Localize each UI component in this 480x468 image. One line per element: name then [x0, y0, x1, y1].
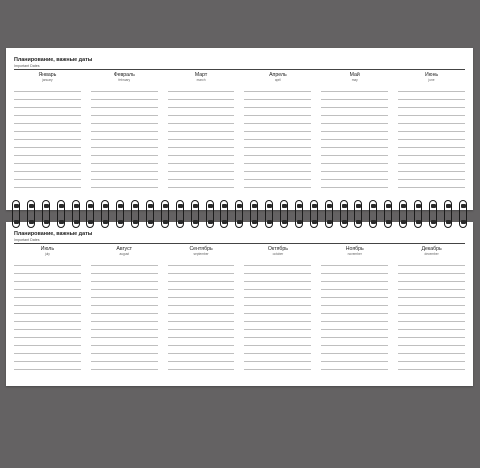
spiral-ring: [250, 198, 259, 230]
title-divider: [14, 243, 465, 244]
spiral-ring: [340, 198, 349, 230]
month-column-january: [14, 72, 81, 194]
month-column-february: [91, 72, 158, 194]
spiral-coil: [72, 200, 80, 228]
spiral-coil: [57, 200, 65, 228]
month-name-english: december: [424, 252, 439, 256]
month-name: Март: [194, 72, 208, 78]
writing-lines: [14, 258, 81, 370]
spiral-coil: [42, 200, 50, 228]
spiral-coil: [384, 200, 392, 228]
spiral-ring: [354, 198, 363, 230]
spiral-coil: [116, 200, 124, 228]
spiral-ring: [86, 198, 95, 230]
month-column-april: [244, 72, 311, 194]
spiral-coil: [414, 200, 422, 228]
month-name: Январь: [38, 72, 57, 78]
spiral-binding: [12, 198, 468, 230]
spiral-coil: [444, 200, 452, 228]
writing-lines: [14, 84, 81, 194]
month-name: Декабрь: [421, 246, 442, 252]
spiral-ring: [131, 198, 140, 230]
page-title: Планирование, важные даты: [14, 57, 93, 63]
spiral-ring: [399, 198, 408, 230]
spiral-ring: [12, 198, 21, 230]
spiral-coil: [280, 200, 288, 228]
spiral-ring: [57, 198, 66, 230]
month-name-english: august: [119, 252, 130, 256]
month-column-october: [244, 246, 311, 370]
spiral-coil: [265, 200, 273, 228]
spiral-ring: [42, 198, 51, 230]
spiral-coil: [310, 200, 318, 228]
month-column-december: [398, 246, 465, 370]
spiral-coil: [429, 200, 437, 228]
spiral-ring: [384, 198, 393, 230]
spiral-ring: [444, 198, 453, 230]
spiral-coil: [369, 200, 377, 228]
spiral-coil: [12, 200, 20, 228]
spiral-ring: [176, 198, 185, 230]
spiral-coil: [206, 200, 214, 228]
writing-lines: [168, 84, 235, 194]
spiral-ring: [191, 198, 200, 230]
spiral-coil: [354, 200, 362, 228]
month-columns: [14, 72, 465, 194]
spiral-ring: [429, 198, 438, 230]
month-name: Апрель: [269, 72, 287, 78]
month-name: Февраль: [113, 72, 135, 78]
month-name-english: may: [351, 78, 358, 82]
month-name-english: november: [347, 252, 362, 256]
page-subtitle: Important Dates: [14, 64, 40, 68]
spiral-coil: [250, 200, 258, 228]
spiral-coil: [86, 200, 94, 228]
month-name: Май: [349, 72, 360, 78]
month-column-march: [168, 72, 235, 194]
month-name-english: march: [196, 78, 206, 82]
spiral-ring: [116, 198, 125, 230]
month-name-english: june: [428, 78, 435, 82]
spiral-ring: [369, 198, 378, 230]
month-name: Июль: [40, 246, 55, 252]
spiral-coil: [161, 200, 169, 228]
planner-page-top: [6, 48, 473, 210]
month-name: Ноябрь: [345, 246, 364, 252]
writing-lines: [321, 258, 388, 370]
spiral-coil: [399, 200, 407, 228]
spiral-ring: [146, 198, 155, 230]
planner-page-bottom: [6, 222, 473, 386]
spiral-ring: [295, 198, 304, 230]
month-name: Октябрь: [267, 246, 288, 252]
spiral-ring: [280, 198, 289, 230]
writing-lines: [168, 258, 235, 370]
spiral-coil: [325, 200, 333, 228]
spiral-coil: [27, 200, 35, 228]
spiral-coil: [101, 200, 109, 228]
spiral-coil: [191, 200, 199, 228]
writing-lines: [91, 258, 158, 370]
spiral-ring: [325, 198, 334, 230]
writing-lines: [91, 84, 158, 194]
page-subtitle: Important Dates: [14, 238, 40, 242]
writing-lines: [321, 84, 388, 194]
spiral-ring: [414, 198, 423, 230]
month-name-english: october: [272, 252, 284, 256]
writing-lines: [398, 258, 465, 370]
month-name-english: july: [45, 252, 50, 256]
title-divider: [14, 69, 465, 70]
spiral-coil: [146, 200, 154, 228]
spiral-ring: [101, 198, 110, 230]
month-column-september: [168, 246, 235, 370]
spiral-ring: [220, 198, 229, 230]
spiral-ring: [265, 198, 274, 230]
month-name-english: september: [193, 252, 209, 256]
spiral-ring: [459, 198, 468, 230]
month-column-november: [321, 246, 388, 370]
spiral-ring: [27, 198, 36, 230]
month-name: Июнь: [424, 72, 439, 78]
writing-lines: [244, 84, 311, 194]
spiral-coil: [176, 200, 184, 228]
month-column-may: [321, 72, 388, 194]
month-column-june: [398, 72, 465, 194]
month-name-english: april: [274, 78, 281, 82]
spiral-coil: [235, 200, 243, 228]
month-column-august: [91, 246, 158, 370]
spiral-coil: [459, 200, 467, 228]
spiral-ring: [235, 198, 244, 230]
spiral-coil: [131, 200, 139, 228]
page-title: Планирование, важные даты: [14, 231, 93, 237]
month-column-july: [14, 246, 81, 370]
month-name-english: january: [42, 78, 53, 82]
month-name: Сентябрь: [189, 246, 213, 252]
spiral-ring: [161, 198, 170, 230]
spiral-ring: [72, 198, 81, 230]
month-name: Август: [116, 246, 133, 252]
month-name-english: february: [118, 78, 131, 82]
spiral-ring: [206, 198, 215, 230]
spiral-coil: [295, 200, 303, 228]
spiral-coil: [220, 200, 228, 228]
writing-lines: [244, 258, 311, 370]
writing-lines: [398, 84, 465, 194]
spiral-coil: [340, 200, 348, 228]
spiral-ring: [310, 198, 319, 230]
month-columns: [14, 246, 465, 370]
